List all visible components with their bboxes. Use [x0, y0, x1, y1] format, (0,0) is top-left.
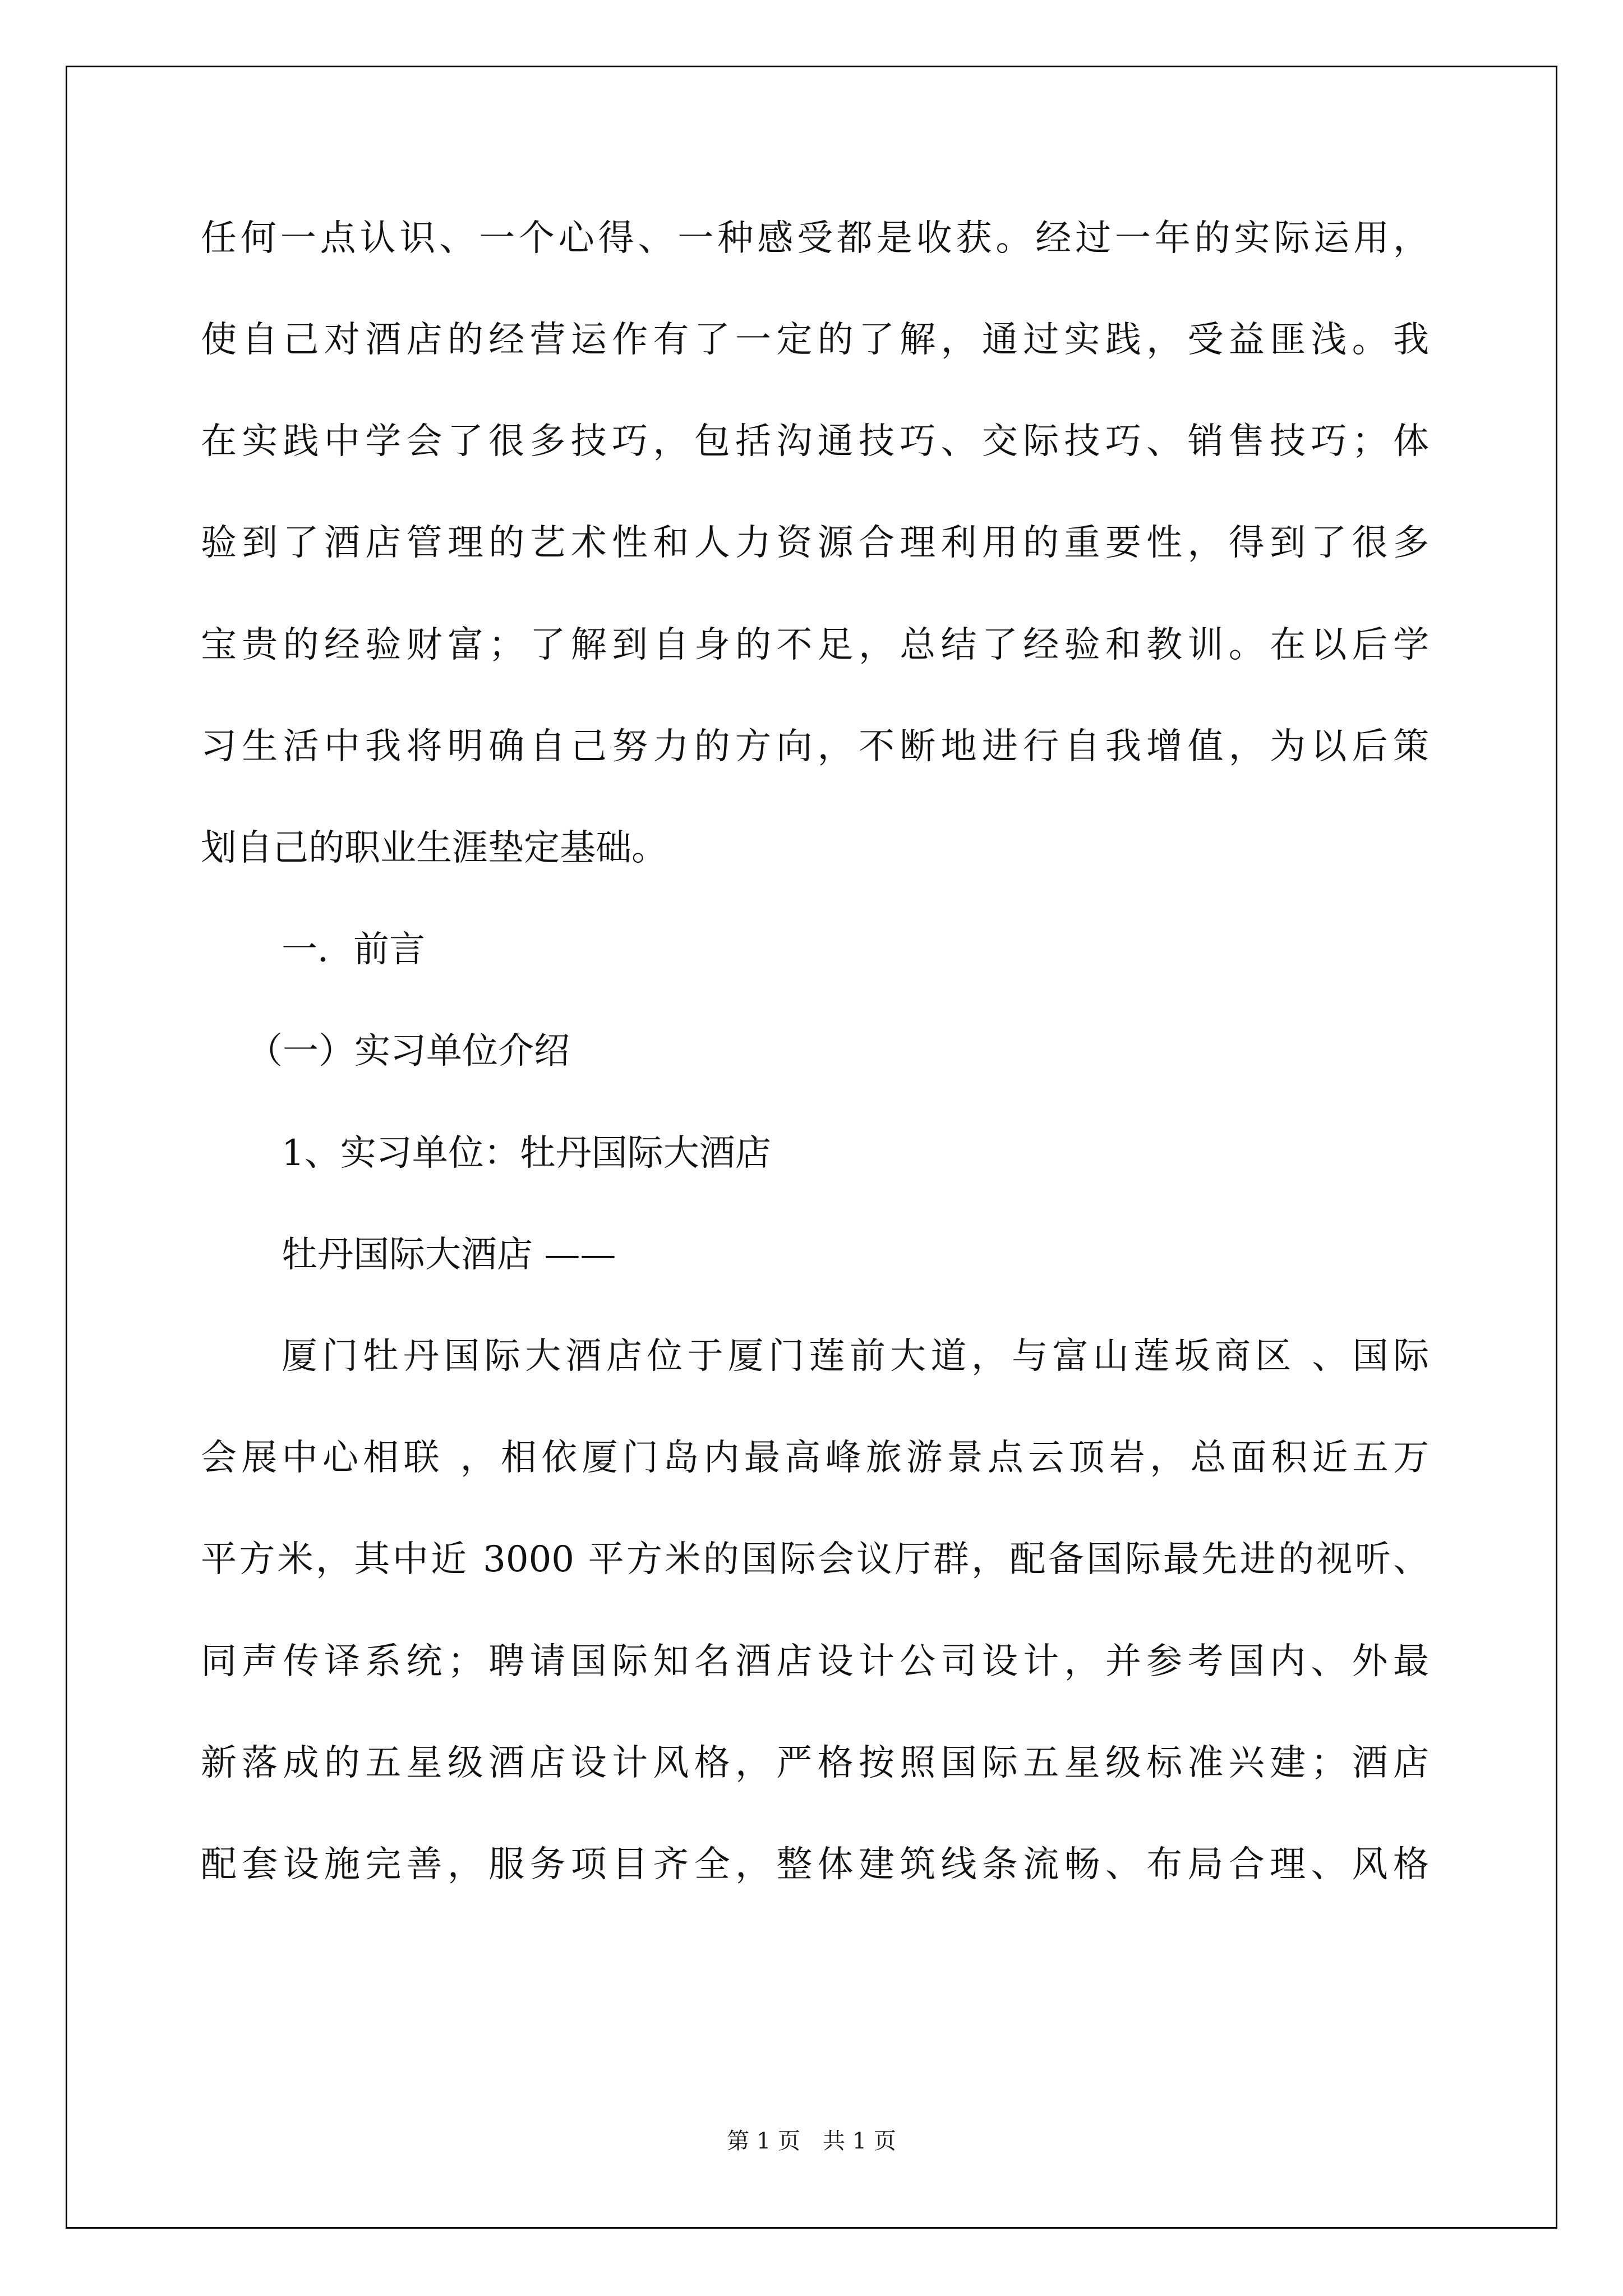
body-text-line: 厦门牡丹国际大酒店位于厦门莲前大道，与富山莲坂商区 、国际	[282, 1336, 1429, 1377]
body-text-line: 宝贵的经验财富；了解到自身的不足，总结了经验和教训。在以后学	[201, 624, 1429, 666]
body-text-line: 会展中心相联 ，相依厦门岛内最高峰旅游景点云顶岩，总面积近五万	[201, 1437, 1429, 1479]
body-text-line: 验到了酒店管理的艺术性和人力资源合理利用的重要性，得到了很多	[201, 522, 1429, 564]
hotel-name-line: 牡丹国际大酒店 ——	[282, 1234, 616, 1276]
body-text-line: 同声传译系统；聘请国际知名酒店设计公司设计，并参考国内、外最	[201, 1641, 1429, 1682]
subsection-heading: （一）实习单位介绍	[247, 1030, 570, 1072]
body-text-line: 在实践中学会了很多技巧，包括沟通技巧、交际技巧、销售技巧；体	[201, 421, 1429, 462]
body-text-line: 使自己对酒店的经营运作有了一定的了解，通过实践，受益匪浅。我	[201, 319, 1429, 361]
page-footer: 第 1 页 共 1 页	[727, 2128, 896, 2154]
item-heading: 1、实习单位：牡丹国际大酒店	[282, 1133, 771, 1174]
body-text-line: 配套设施完善，服务项目齐全，整体建筑线条流畅、布局合理、风格	[201, 1844, 1429, 1885]
body-text-line: 平方米，其中近 3000 平方米的国际会议厅群，配备国际最先进的视听、	[201, 1539, 1429, 1580]
body-text-line: 习生活中我将明确自己努力的方向，不断地进行自我增值，为以后策	[201, 726, 1429, 767]
body-text-line: 任何一点认识、一个心得、一种感受都是收获。经过一年的实际运用，	[201, 218, 1429, 259]
body-text-line: 划自己的职业生涯垫定基础。	[201, 827, 667, 869]
body-text-line: 新落成的五星级酒店设计风格，严格按照国际五星级标准兴建；酒店	[201, 1742, 1429, 1784]
section-heading: 一．前言	[282, 929, 425, 970]
